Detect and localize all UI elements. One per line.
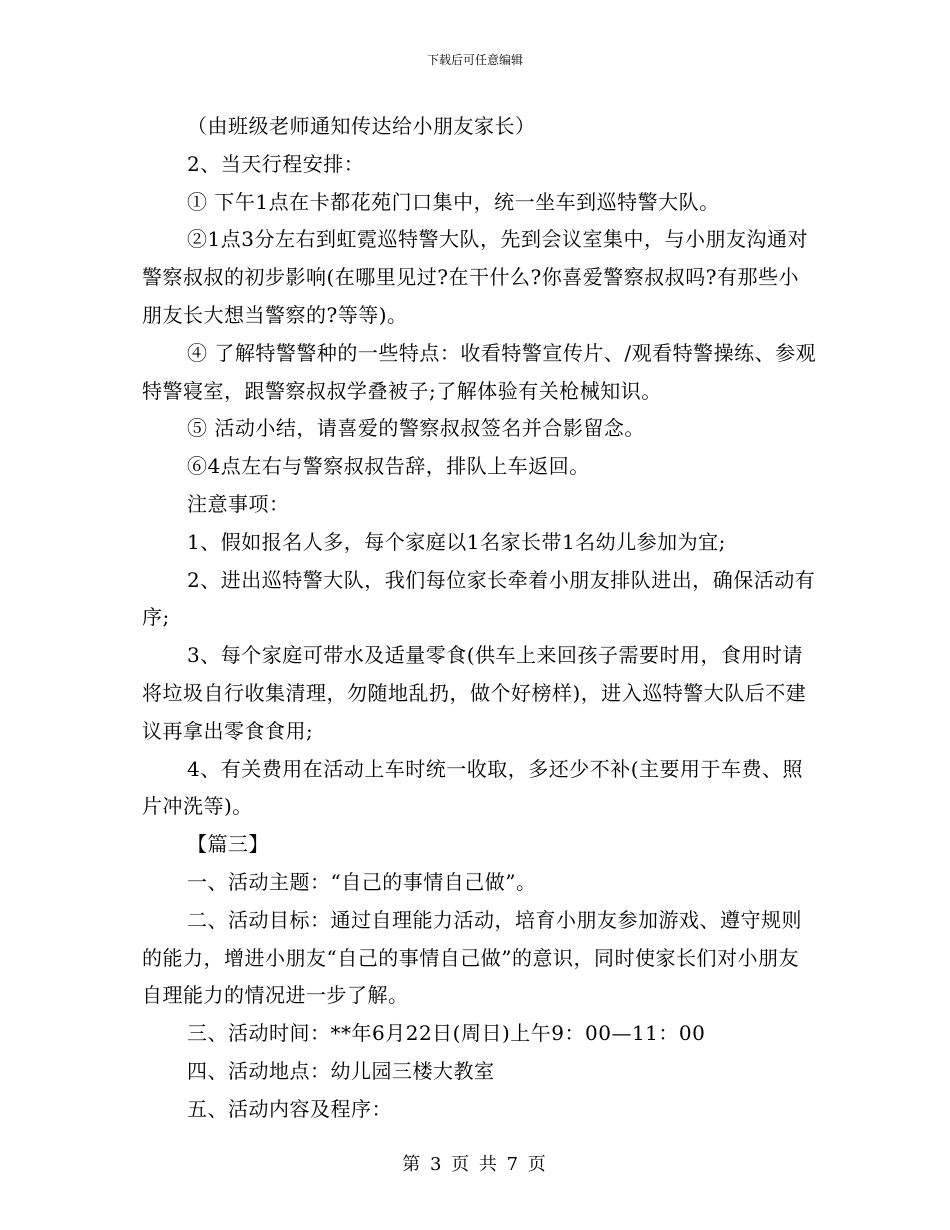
- paragraph: ⑥4点左右与警察叔叔告辞，排队上车返回。: [187, 454, 590, 479]
- paragraph: 1、假如报名人多，每个家庭以1名家长带1名幼儿参加为宜;: [187, 529, 726, 554]
- page-number: 第 3 页 共 7 页: [402, 1154, 548, 1175]
- paragraph: 4、有关费用在活动上车时统一收取，多还少不补(主要用于车费、照片冲洗等)。: [142, 756, 804, 819]
- paragraph: 一、活动主题：“自己的事情自己做”。: [187, 869, 537, 894]
- section-heading: 【篇三】: [187, 832, 269, 857]
- paragraph: 三、活动时间：**年6月22日(周日)上午9：00—11：00: [187, 1021, 706, 1046]
- paragraph: 注意事项：: [187, 491, 290, 516]
- paragraph: ① 下午1点在卡都花苑门口集中，统一坐车到巡特警大队。: [187, 189, 720, 214]
- paragraph: ⑤ 活动小结，请喜爱的警察叔叔签名并合影留念。: [187, 416, 645, 441]
- paragraph: 2、当天行程安排：: [187, 151, 365, 176]
- paragraph: ②1点3分左右到虹霓巡特警大队，先到会议室集中，与小朋友沟通对警察叔叔的初步影响(在哪里见过?在干什么?你喜爱警察叔叔吗?有那些小朋友长大想当警察的?等等)。: [142, 227, 808, 327]
- paragraph: 3、每个家庭可带水及适量零食(供车上来回孩子需要时用，食用时请将垃圾自行收集清理，勿随地乱扔，做个好榜样)，进入巡特警大队后不建议再拿出零食食用;: [142, 643, 807, 743]
- paragraph: 四、活动地点：幼儿园三楼大教室: [187, 1058, 495, 1083]
- paragraph: 五、活动内容及程序：: [187, 1096, 392, 1121]
- paragraph: 2、进出巡特警大队，我们每位家长牵着小朋友排队进出，确保活动有序;: [142, 567, 816, 630]
- page-header-note: 下载后可任意编辑: [426, 53, 523, 67]
- paragraph: （由班级老师通知传达给小朋友家长）: [187, 114, 536, 138]
- document-body: [142, 108, 817, 1129]
- paragraph: ④ 了解特警警种的一些特点：收看特警宣传片、/观看特警操练、参观特警寝室，跟警察叔叔学叠被子;了解体验有关枪械知识。: [142, 340, 817, 403]
- paragraph: 二、活动目标：通过自理能力活动，培育小朋友参加游戏、遵守规则的能力，增进小朋友“自己的事情自己做”的意识，同时使家长们对小朋友自理能力的情况进一步了解。: [142, 907, 802, 1008]
